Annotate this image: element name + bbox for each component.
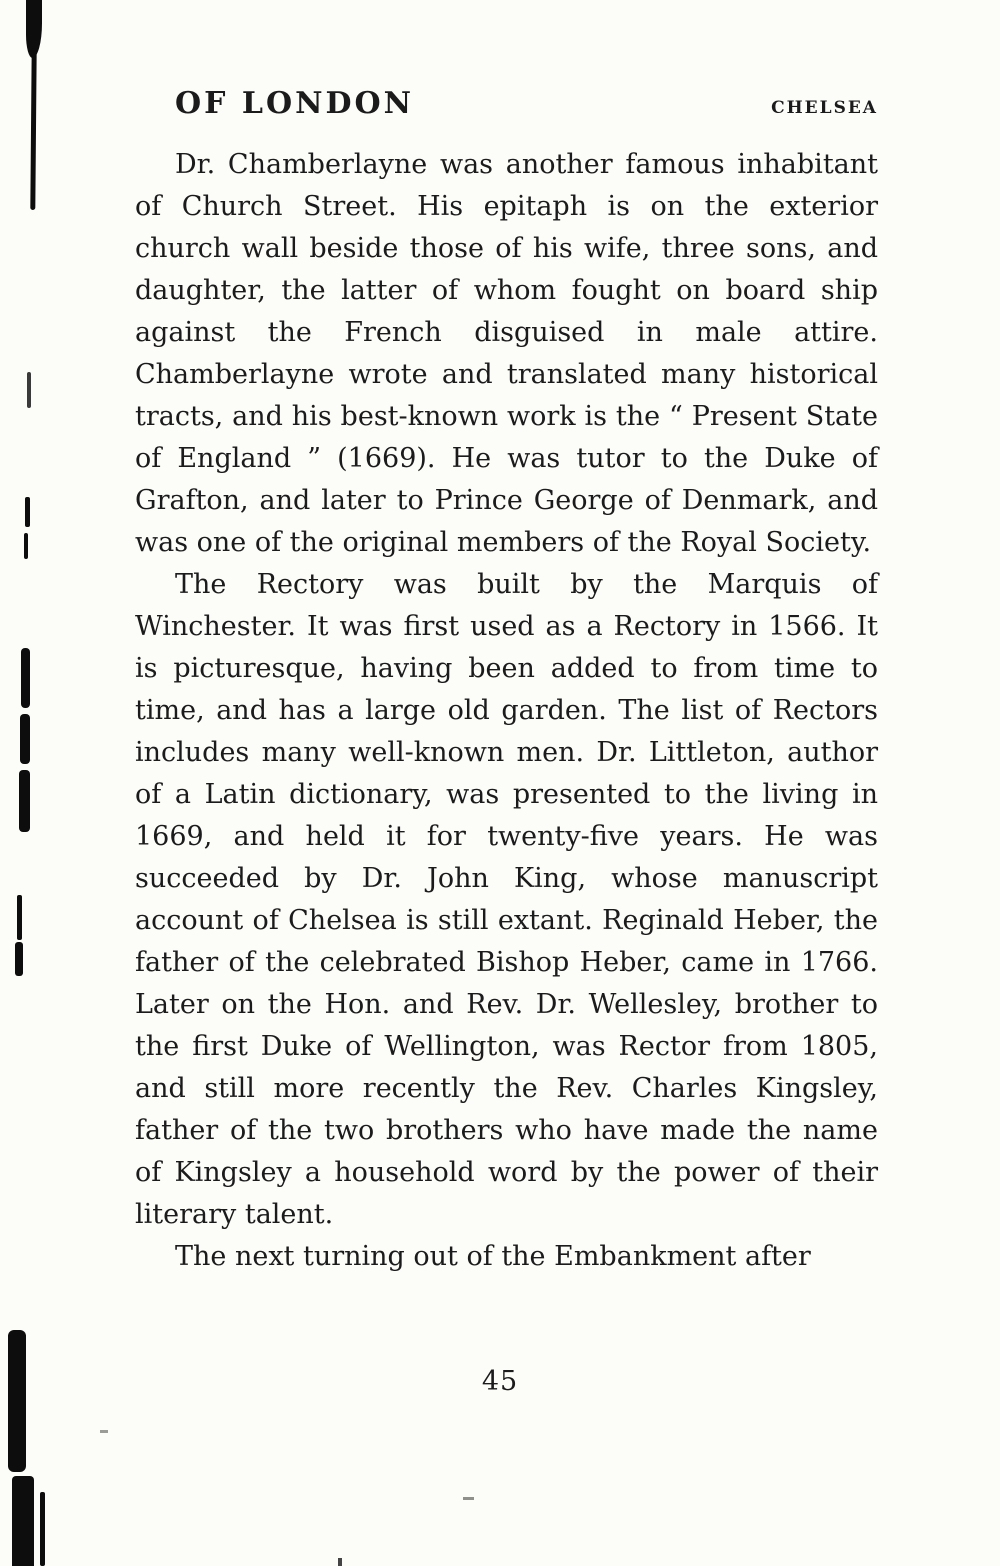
ink-artifact <box>27 372 31 408</box>
ink-artifact <box>20 714 30 764</box>
ink-artifact <box>15 942 23 976</box>
ink-artifact <box>17 895 22 940</box>
page-title: OF LONDON <box>175 86 415 121</box>
scan-speck <box>463 1497 474 1500</box>
ink-artifact <box>30 48 36 210</box>
ink-artifact <box>12 1476 34 1566</box>
paragraph-embankment: The next turning out of the Embankment after <box>175 1241 811 1272</box>
paragraph-chamberlayne: Dr. Chamberlayne was another famous inhabitant of Church Street. His epitaph is on the exterior church wall beside those of his wife, three sons, and daughter, the latter of whom fought on board ship against the French disguised in male attire. Chamberlayne wrote and translated many historical tracts, and his best-known work is the “ Present State of England ” (1669). He was tutor to the Duke of Grafton, and later to Prince George of Denmark, and was one of the original members of the Royal Society. <box>135 149 878 558</box>
scan-speck <box>338 1558 342 1566</box>
ink-artifact <box>24 533 28 559</box>
ink-artifact <box>40 1492 45 1566</box>
ink-artifact <box>8 1330 26 1472</box>
page-number: 45 <box>481 1366 519 1397</box>
scan-speck <box>100 1430 108 1433</box>
page-header <box>135 86 878 121</box>
ink-artifact <box>25 497 30 527</box>
ink-artifact <box>19 770 30 832</box>
ink-artifact <box>21 648 30 708</box>
body-text <box>135 144 878 1278</box>
running-head: CHELSEA <box>771 98 878 118</box>
paragraph-rectory: The Rectory was built by the Marquis of Winchester. It was first used as a Rectory in 1566. It is picturesque, having been added to from time to time, and has a large old garden. The list of Rectors includes many well-known men. Dr. Littleton, author of a Latin dictionary, was presented to the living in 1669, and held it for twenty-five years. He was succeeded by Dr. John King, whose manuscript account of Chelsea is still extant. Reginald Heber, the father of the celebrated Bishop Heber, came in 1766. Later on the Hon. and Rev. Dr. Wellesley, brother to the first Duke of Wellington, was Rector from 1805, and still more recently the Rev. Charles Kingsley, father of the two brothers who have made the name of Kingsley a household word by the power of their literary talent. <box>135 569 878 1230</box>
